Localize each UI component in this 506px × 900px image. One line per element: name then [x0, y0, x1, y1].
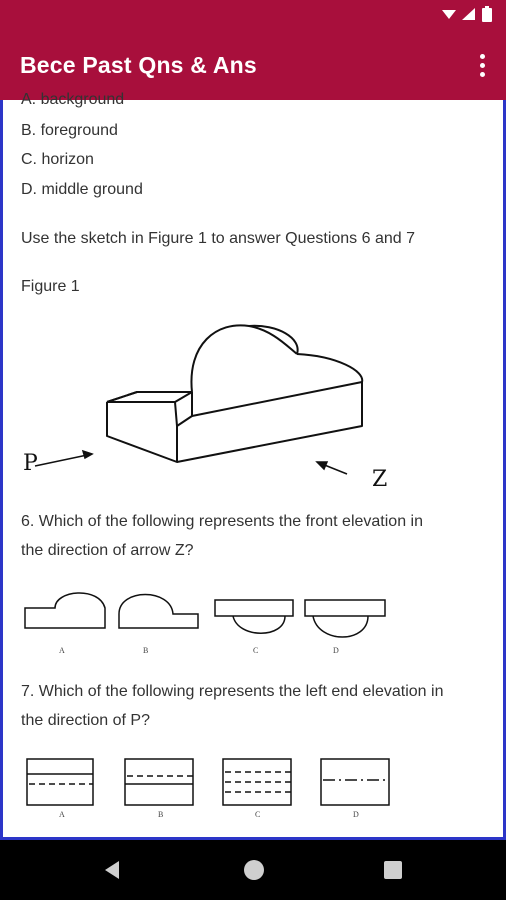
q6-option-d-figure — [305, 600, 385, 637]
question-7-line-2: the direction of P? — [21, 712, 150, 729]
battery-icon — [482, 6, 492, 22]
q6-option-c-figure — [215, 600, 293, 633]
back-icon[interactable] — [103, 860, 121, 880]
option-a-previous: A. background — [21, 91, 125, 108]
q7-option-c-figure — [223, 759, 291, 805]
option-c-previous: C. horizon — [21, 151, 94, 168]
q6-option-a-figure — [25, 593, 105, 628]
question-7-line-1: 7. Which of the following represents the left end elevation in — [21, 683, 444, 700]
nav-bar — [0, 840, 506, 900]
q7-option-a-label[interactable]: A — [59, 810, 65, 819]
figure-1-sketch — [17, 316, 397, 491]
q7-option-a-figure — [27, 759, 93, 805]
instruction-text: Use the sketch in Figure 1 to answer Questions 6 and 7 — [21, 230, 415, 247]
question-6-line-1: 6. Which of the following represents the front elevation in — [21, 513, 423, 530]
home-icon[interactable] — [244, 860, 264, 880]
app-title: Bece Past Qns & Ans — [20, 51, 257, 78]
app-bar — [0, 30, 506, 100]
recents-icon[interactable] — [384, 861, 402, 879]
status-icons — [442, 6, 492, 22]
q6-option-b-label[interactable]: B — [143, 646, 149, 655]
q6-option-d-label[interactable]: D — [333, 646, 339, 655]
q7-option-d-figure — [321, 759, 389, 805]
option-d-previous: D. middle ground — [21, 181, 143, 198]
wifi-icon — [442, 7, 456, 21]
q7-option-b-label[interactable]: B — [158, 810, 164, 819]
figure-label-p: P — [23, 451, 38, 476]
q7-option-c-label[interactable]: C — [255, 810, 261, 819]
signal-icon — [462, 7, 476, 21]
q6-option-a-label[interactable]: A — [59, 646, 65, 655]
q6-option-c-label[interactable]: C — [253, 646, 259, 655]
q7-option-b-figure — [125, 759, 193, 805]
question-7-options — [23, 756, 393, 808]
figure-caption: Figure 1 — [21, 278, 80, 295]
q7-option-d-label[interactable]: D — [353, 810, 359, 819]
figure-label-z: Z — [372, 467, 388, 492]
option-b-previous: B. foreground — [21, 122, 118, 139]
q6-option-b-figure — [119, 595, 198, 629]
question-6-line-2: the direction of arrow Z? — [21, 542, 194, 559]
more-vert-icon[interactable] — [468, 48, 496, 82]
question-content[interactable] — [0, 91, 506, 840]
question-6-options — [23, 584, 393, 634]
status-bar — [0, 0, 506, 30]
